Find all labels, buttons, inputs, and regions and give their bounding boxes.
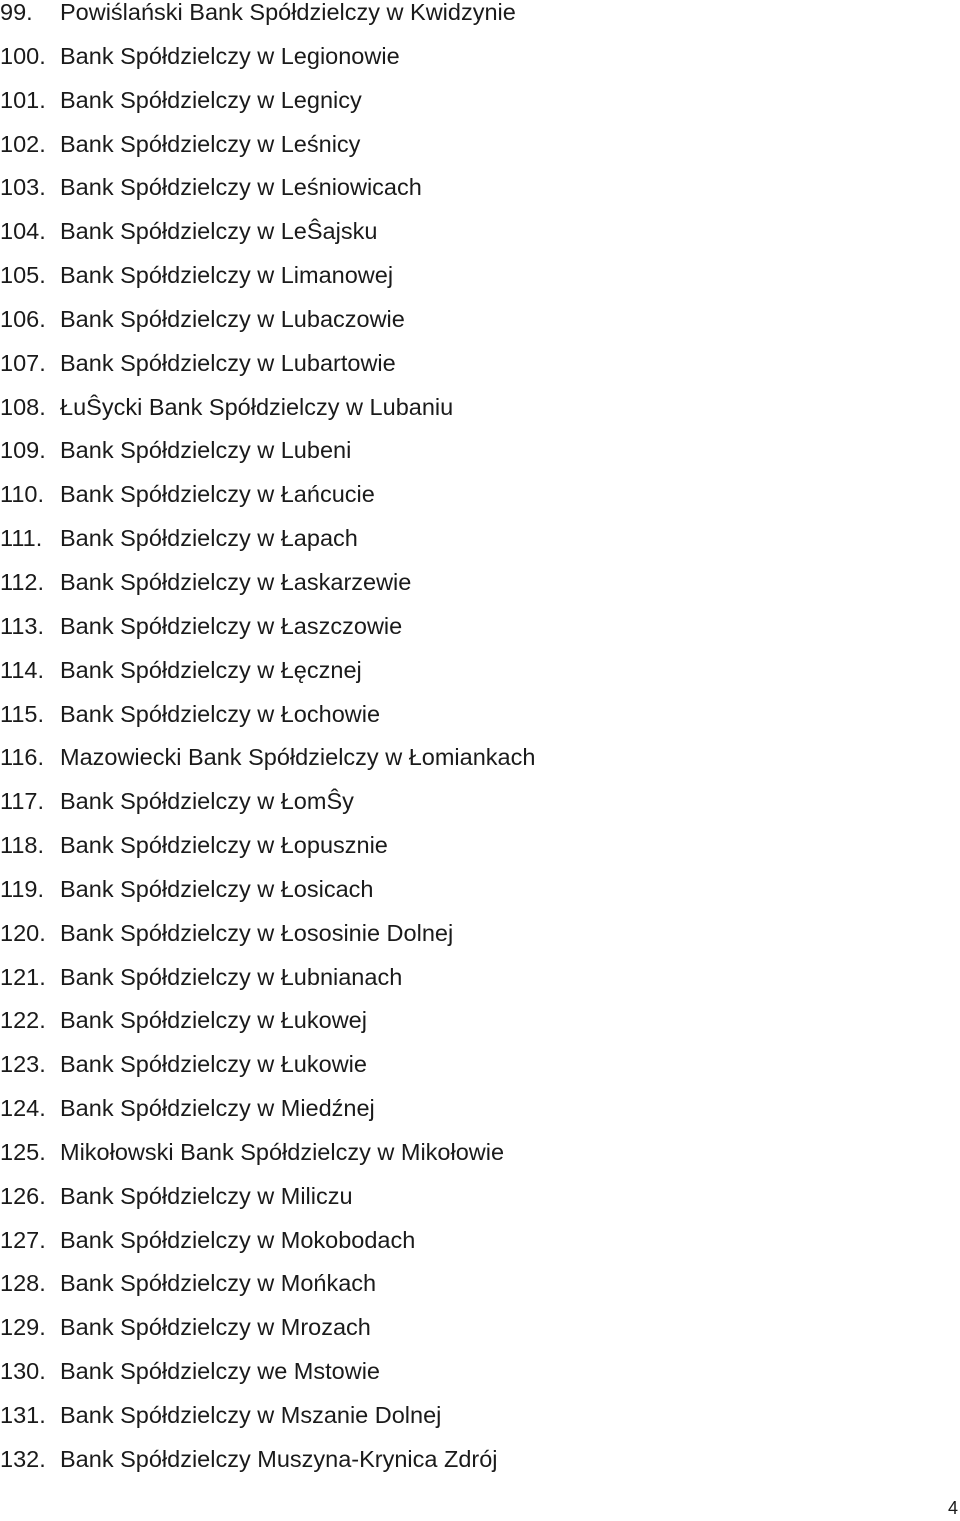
list-item-number: 106. <box>0 305 46 332</box>
list-item-name: Bank Spółdzielczy w Lubaczowie <box>60 305 405 332</box>
list-item-name: Bank Spółdzielczy w Łęcznej <box>60 656 362 683</box>
list-item-name: Bank Spółdzielczy w Mrozach <box>60 1314 371 1341</box>
list-item <box>0 1184 535 1228</box>
list-item <box>0 1359 535 1403</box>
list-item <box>0 965 535 1009</box>
list-item-name: Bank Spółdzielczy w Miedźnej <box>60 1095 375 1122</box>
list-item <box>0 614 535 658</box>
list-item-name: Bank Spółdzielczy w Łukowie <box>60 1051 367 1078</box>
list-item-number: 119. <box>0 875 44 902</box>
list-item <box>0 921 535 965</box>
list-item-name: Bank Spółdzielczy w Lubartowie <box>60 349 396 376</box>
list-item-name: Bank Spółdzielczy w Mońkach <box>60 1270 377 1297</box>
list-item-name: Bank Spółdzielczy w Mokobodach <box>60 1226 416 1253</box>
list-item-number: 117. <box>0 788 44 815</box>
list-item-number: 108. <box>0 393 46 420</box>
list-item <box>0 833 535 877</box>
list-item-number: 121. <box>0 963 46 990</box>
list-item <box>0 526 535 570</box>
list-item-name: Bank Spółdzielczy w Lubeni <box>60 437 352 464</box>
list-item-name: Powiślański Bank Spółdzielczy w Kwidzynie <box>60 0 516 25</box>
list-item <box>0 570 535 614</box>
list-item-name: Bank Spółdzielczy w Łosicach <box>60 875 374 902</box>
list-item-name: Bank Spółdzielczy w Łaskarzewie <box>60 568 412 595</box>
list-item <box>0 44 535 88</box>
list-item <box>0 1140 535 1184</box>
list-item-name: Bank Spółdzielczy we Mstowie <box>60 1358 380 1385</box>
list-item-name: Bank Spółdzielczy w Łukowej <box>60 1007 367 1034</box>
list-item <box>0 877 535 921</box>
list-item <box>0 263 535 307</box>
list-item-number: 128. <box>0 1270 46 1297</box>
list-item <box>0 438 535 482</box>
list-item <box>0 219 535 263</box>
list-item-number: 103. <box>0 174 46 201</box>
list-item-number: 114. <box>0 656 44 683</box>
list-item <box>0 482 535 526</box>
list-item-number: 99. <box>0 0 33 25</box>
list-item-number: 111. <box>0 525 43 552</box>
list-item-number: 101. <box>0 86 46 113</box>
list-item-number: 120. <box>0 919 46 946</box>
list-item-number: 105. <box>0 262 46 289</box>
list-item-name: Bank Spółdzielczy w ŁomŜy <box>60 788 354 815</box>
list-item-number: 129. <box>0 1314 46 1341</box>
list-item <box>0 1315 535 1359</box>
list-item-name: Bank Spółdzielczy w Miliczu <box>60 1182 353 1209</box>
list-item-number: 127. <box>0 1226 46 1253</box>
list-item-name: Bank Spółdzielczy w Legionowie <box>60 42 400 69</box>
list-item-name: Bank Spółdzielczy w Łopusznie <box>60 832 388 859</box>
list-item-name: Bank Spółdzielczy w Łańcucie <box>60 481 375 508</box>
list-item-name: Bank Spółdzielczy Muszyna-Krynica Zdrój <box>60 1445 498 1472</box>
list-item-number: 102. <box>0 130 46 157</box>
list-item <box>0 1447 535 1491</box>
list-item-number: 110. <box>0 481 44 508</box>
list-item <box>0 1403 535 1447</box>
list-item-number: 112. <box>0 568 44 595</box>
list-item-number: 115. <box>0 700 44 727</box>
list-item-name: Bank Spółdzielczy w Limanowej <box>60 262 394 289</box>
list-item <box>0 88 535 132</box>
list-item-number: 130. <box>0 1358 46 1385</box>
page-number: 4 <box>947 1498 958 1518</box>
list-item-number: 113. <box>0 612 44 639</box>
list-item-name: Bank Spółdzielczy w Legnicy <box>60 86 362 113</box>
list-item-name: Bank Spółdzielczy w Leśnicy <box>60 130 361 157</box>
list-item <box>0 132 535 176</box>
list-item-number: 126. <box>0 1182 46 1209</box>
list-item-number: 123. <box>0 1051 46 1078</box>
list-item <box>0 0 535 44</box>
list-item-name: Bank Spółdzielczy w Łososinie Dolnej <box>60 919 454 946</box>
list-item-number: 118. <box>0 832 44 859</box>
list-item-name: Bank Spółdzielczy w Łaszczowie <box>60 612 403 639</box>
list-item-number: 107. <box>0 349 46 376</box>
list-item-number: 104. <box>0 218 46 245</box>
list-item <box>0 745 535 789</box>
list-item <box>0 789 535 833</box>
list-item <box>0 307 535 351</box>
list-item-name: Bank Spółdzielczy w Łubnianach <box>60 963 403 990</box>
list-item <box>0 1228 535 1272</box>
list-item-name: Mazowiecki Bank Spółdzielczy w Łomiankach <box>60 744 536 771</box>
list-item-number: 131. <box>0 1402 46 1428</box>
list-item-number: 116. <box>0 744 44 771</box>
list-item <box>0 175 535 219</box>
list-item-number: 125. <box>0 1138 46 1165</box>
list-item-name: ŁuŜycki Bank Spółdzielczy w Lubaniu <box>60 393 454 420</box>
list-item-name: Bank Spółdzielczy w LeŜajsku <box>60 218 378 245</box>
list-item <box>0 351 535 395</box>
list-item-name: Bank Spółdzielczy w Łochowie <box>60 700 381 727</box>
list-item <box>0 1271 535 1315</box>
list-item <box>0 702 535 746</box>
list-item-name: Bank Spółdzielczy w Leśniowicach <box>60 174 422 201</box>
list-item-number: 124. <box>0 1095 46 1122</box>
list-item <box>0 658 535 702</box>
list-item-number: 109. <box>0 437 46 464</box>
list-item-name: Bank Spółdzielczy w Łapach <box>60 525 358 552</box>
list-item <box>0 395 535 439</box>
list-item <box>0 1096 535 1140</box>
list-item <box>0 1008 535 1052</box>
list-item-number: 122. <box>0 1007 46 1034</box>
list-item-number: 132. <box>0 1445 46 1472</box>
list-item-name: Bank Spółdzielczy w Mszanie Dolnej <box>60 1402 442 1428</box>
list-item <box>0 1052 535 1096</box>
list-item-name: Mikołowski Bank Spółdzielczy w Mikołowie <box>60 1138 505 1165</box>
list-item-number: 100. <box>0 42 46 69</box>
